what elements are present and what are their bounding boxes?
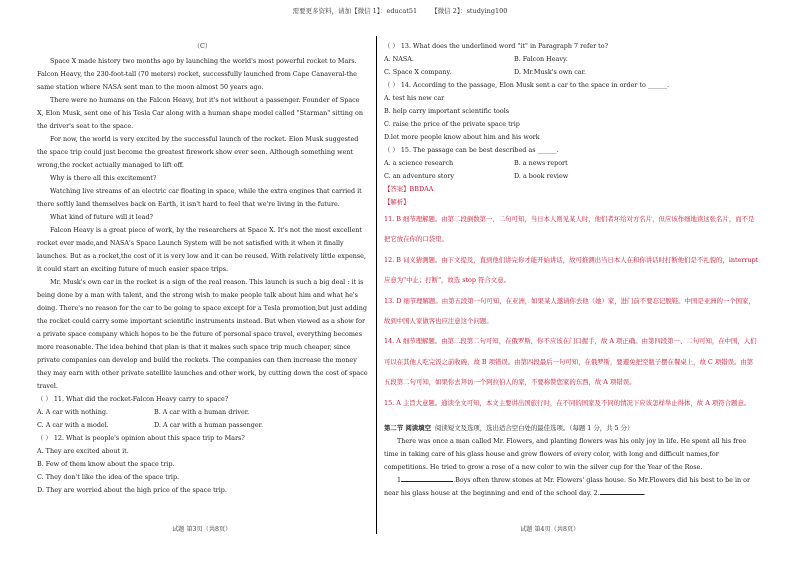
section-heading: [384, 422, 759, 435]
answer-key: 【答案】BBDAA: [384, 185, 434, 193]
section-label: 第二节 阅读填空: [384, 424, 431, 433]
header-wechat-2: 【微信 2】：studying100: [431, 7, 508, 15]
q15-option-a: A. a science research: [384, 159, 454, 167]
question-14: （ ） 14. According to the passage, Elon Musk sent a car to the space in order to ______.: [384, 81, 670, 89]
q15-option-d: D. a book review: [514, 172, 569, 180]
q15-options-row-1: [384, 157, 759, 170]
q11-option-b: B. A car with a human driver.: [154, 408, 250, 416]
analysis-15: 15. A 主旨大意题。通读全文可知，本文主要讲出国旅行时，在不同的国家及不同的情况下应该怎样举止得体，故 A 项符合题意。: [384, 398, 751, 407]
right-column: [384, 40, 759, 500]
left-page-footer: 试题 第3页（共8页）: [172, 526, 232, 533]
section-title: （C）: [193, 42, 212, 50]
blank-1-number: 1: [397, 476, 402, 485]
paragraph-6: What kind of future will it lead?: [50, 213, 153, 221]
passage-paragraph-2: [384, 474, 759, 500]
paragraph-7: Falcon Heavy is a great piece of work, by the researchers at Space X. It's not the most excellent rocket ever made,and NASA's Space Launch System will be not satisfied with it when it finally launches. But as a rocket,the cost of it is very low and it can be reused. With relatively little expense, it could start an exciting future of much easier space trips.: [37, 226, 366, 273]
question-12: （ ） 12. What is people's opinion about this space trip to Mars?: [37, 434, 245, 442]
blank-1[interactable]: [401, 474, 453, 482]
question-13: （ ） 13. What does the underlined word "it" in Paragraph 7 refer to?: [384, 42, 609, 50]
q11-option-d: D. A car with a human passenger.: [154, 421, 264, 429]
section-instructions: 阅读短文及选项，选出适合空白处的最佳选项。（每题 1 分，共 5 分）: [435, 424, 634, 433]
analysis-label: 【解析】: [384, 198, 410, 206]
analysis-11: 11. B 细节理解题。由第二段倒数第一、二句可知，当日本人则见某人时，他们者坏给对方名片，但应该作细地读这张名片，而不是把它放在你的口袋里。: [384, 215, 755, 244]
analysis-12: 12. B 词义猜测题。由下文提及，直到他们讲完你才能开始讲话，故可推测出当日本人在和你讲话时打断他们是不礼貌的，interrupt 应意为"中止；打断"，故选 stop 符合文意。: [384, 255, 759, 285]
q14-option-d: D.let more people know about him and his work: [384, 133, 540, 141]
page-header: [0, 6, 800, 15]
q14-option-a: A. test his new car: [384, 94, 445, 102]
blank-2[interactable]: [600, 487, 646, 498]
paragraph-5: Watching live streams of an electric car floating in space, while the extra engines that carried it there softly land themselves back on Earth, it isn't hard to feel that we're living in the future.: [37, 187, 362, 208]
q13-option-b: B. Falcon Heavy.: [514, 55, 568, 63]
left-column: [37, 40, 368, 497]
paragraph-3: For now, the world is very excited by the successful launch of the rocket. Elon Musk suggested the space trip could just become the greatest firework show ever seen. Although something went wrong,the rocket actually managed to lift off.: [37, 135, 359, 169]
paragraph-2: There were no humans on the Falcon Heavy, but it's not without a passenger. Founder of Space X, Elon Musk, sent one of his Tesla Car along with a human shape model called "Starman" sitting on the driver's seat to the space.: [37, 96, 363, 130]
analysis-13: 13. D 细节理解题。由第五段第一句可知，在亚洲，如果某人邀请你去他（她）家，进门前不要忘记脱鞋。中国是亚洲的一个国家，故到中国人家做客也应注意这个问题。: [384, 296, 755, 326]
column-divider: [376, 36, 377, 534]
question-15: （ ） 15. The passage can be best described as ______.: [384, 146, 559, 154]
q11-option-c: C. A car with a model.: [37, 421, 109, 429]
passage-2-end: .: [643, 489, 646, 498]
analysis-block: [384, 209, 759, 413]
q13-option-a: A. NASA.: [384, 55, 414, 63]
q11-option-a: A. A car with nothing.: [37, 408, 108, 416]
q13-option-c: C. Space X company.: [384, 68, 452, 76]
question-11: （ ） 11. What did the rocket-Falcon Heavy carry to space?: [37, 395, 229, 403]
passage-2-text: .Boys often threw stones at Mr. Flowers' glass house. So Mr.Flowers did his best to be in or near his glass house at the beginning and end of the school day. 2.: [384, 476, 751, 498]
q14-option-c: C. raise the price of the private space trip: [384, 120, 520, 128]
q11-options-row-1: [37, 406, 368, 419]
analysis-14: 14. A 细节理解题。由第二段第二句可知，在俄罗斯，你不应该在门口握手，故 A 项正确。由第四段第一、二句可知，在中国，人们可以在其他人吃完饭之前收碗，故 B 项错误。由第四段最后一句可知，在俄罗斯，要避免把空瓶子摆在餐桌上，故 C 项错误。由第五段第二句可知，如果你去拜访一个阿拉伯人的家，不要称赞您家的东西，故 A 项错误。: [384, 337, 757, 387]
q13-options-row-2: [384, 66, 759, 79]
paragraph-4: Why is there all this excitement?: [50, 174, 157, 182]
q12-option-d: D. They are worried about the high price of the space trip.: [37, 486, 227, 494]
passage-paragraph-1: There was once a man called Mr. Flowers, and planting flowers was his only joy in life. He spent all his free time in taking care of his glass house and grew flowers of every color, with long and difficult names,for competitions. He tried to grow a rose of a new color to win the silver cup for the Year of the Rose.: [384, 437, 747, 472]
q15-option-c: C. an adventure story: [384, 172, 455, 180]
q11-options-row-2: [37, 419, 368, 432]
q13-options-row-1: [384, 53, 759, 66]
header-wechat-1: 需要更多资料，请加【微信 1】：educat51: [292, 7, 418, 15]
q15-options-row-2: [384, 170, 759, 183]
q12-option-b: B. Few of them know about the space trip.: [37, 460, 175, 468]
paragraph-8: Mr. Musk's own car in the rocket is a sign of the real reason. This launch is such a big deal : it is being done by a man with talent, and the strong wish to make people talk about him and what he's doing. There's no reason for the car to be going to space except for a Tesla promotion,but just adding the rocket could carry some important scientific instruments instead. But when viewed as a show for a private space company which hopes to be the future of personal space travel, everything becomes more reasonable. The idea behind that plan is that it makes such space trip much cheaper, since private companies can develop and build the rockets. The companies can then increase the money they may earn with other private satellite launches and other work, by cutting down the cost of space travel.: [37, 278, 368, 390]
q15-option-b: B. a news report: [514, 159, 568, 167]
q13-option-d: D. Mr.Musk's own car.: [514, 68, 587, 76]
paragraph-1: Space X made history two months ago by launching the world's most powerful rocket to Mars. Falcon Heavy, the 230-foot-tall (70 meters) rocket, successfully launched from Cape Canaveral-the same station where NASA sent man to the moon almost 50 years ago.: [37, 57, 357, 91]
right-page-footer: 试题 第4页（共8页）: [520, 526, 580, 533]
q12-option-a: A. They are excited about it.: [37, 447, 129, 455]
q14-option-b: B. help carry important scientific tools: [384, 107, 510, 115]
q12-option-c: C. They don't like the idea of the space trip.: [37, 473, 180, 481]
